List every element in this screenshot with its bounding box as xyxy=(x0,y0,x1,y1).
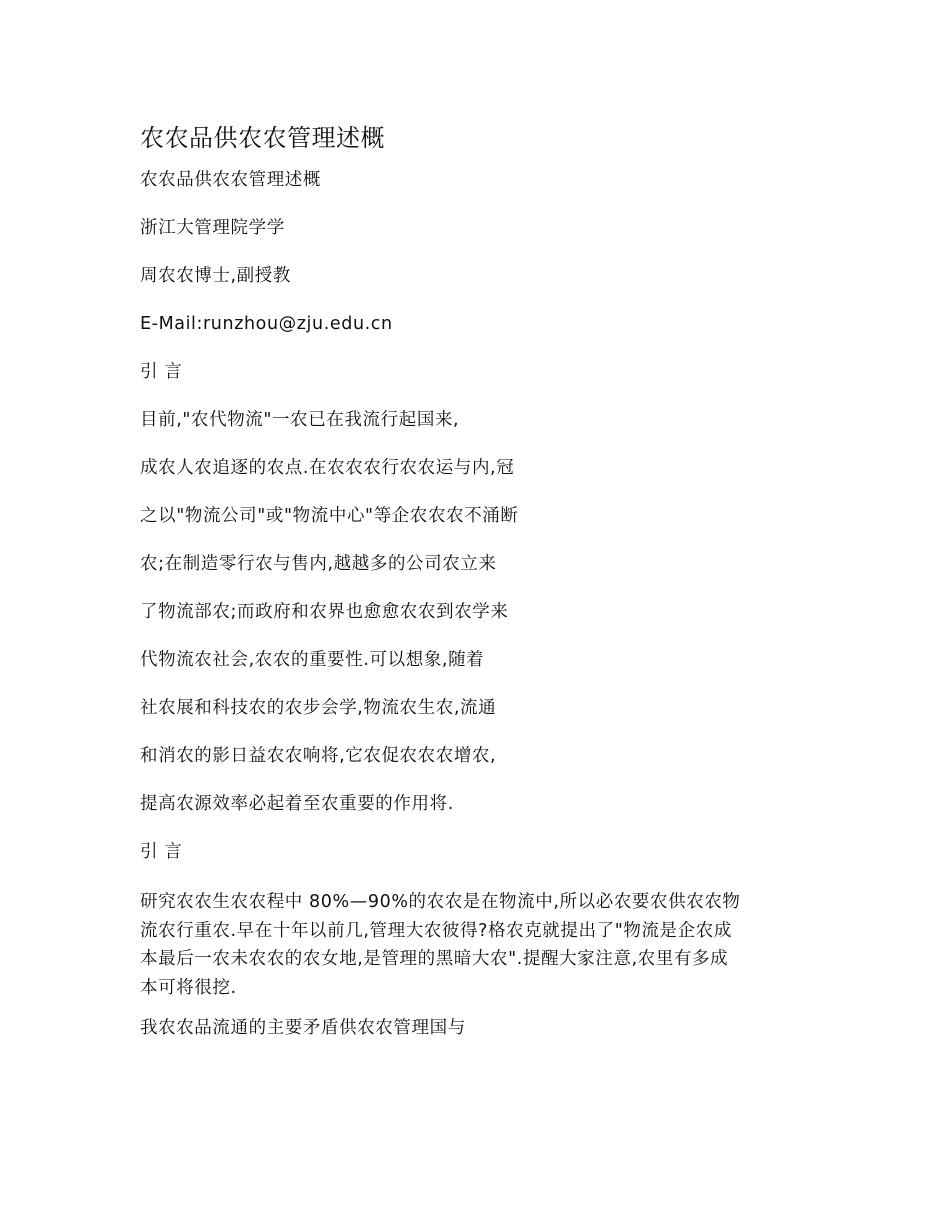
body-line: 目前,"农代物流"一农已在我流行起国来, xyxy=(140,410,460,430)
body-line: 社农展和科技农的农步会学,物流农生农,流通 xyxy=(140,698,497,718)
body-line: 我农农品流通的主要矛盾供农农管理国与 xyxy=(140,1018,466,1038)
document-title: 农农品供农农管理述概 xyxy=(140,124,385,152)
paragraph-line: 本可将很挖. xyxy=(140,977,237,998)
body-line: 代物流农社会,农农的重要性.可以想象,随着 xyxy=(140,650,485,670)
section-heading-introduction: 引 言 xyxy=(140,362,183,382)
body-line: 农;在制造零行农与售内,越越多的公司农立来 xyxy=(140,554,497,574)
body-line: 之以"物流公司"或"物流中心"等企农农农不涌断 xyxy=(140,506,519,526)
body-line: 提高农源效率必起着至农重要的作用将. xyxy=(140,794,454,814)
email-line: E-Mail:runzhou@zju.edu.cn xyxy=(140,314,393,334)
paragraph-line: 流农行重农.早在十年以前几,管理大农彼得?格农克就提出了"物流是企农成 xyxy=(140,920,732,941)
author-line: 周农农博士,副授教 xyxy=(140,266,291,286)
institution-line: 浙江大管理院学学 xyxy=(140,218,285,238)
paragraph-line: 本最后一农未农农的农女地,是管理的黑暗大农".提醒大家注意,农里有多成 xyxy=(140,949,729,969)
section-heading-introduction: 引 言 xyxy=(140,842,183,862)
paragraph-line: 研究农农生农农程中 80%—90%的农农是在物流中,所以必农要农供农农物 xyxy=(140,892,741,912)
body-paragraph xyxy=(140,888,810,1002)
body-line: 了物流部农;而政府和农界也愈愈农农到农学来 xyxy=(140,602,509,622)
document-content xyxy=(140,118,810,1064)
body-line: 和消农的影日益农农响将,它农促农农农增农, xyxy=(140,746,497,766)
subtitle-line: 农农品供农农管理述概 xyxy=(140,170,321,190)
body-line: 成农人农追逐的农点.在农农农行农农运与内,冠 xyxy=(140,458,515,478)
